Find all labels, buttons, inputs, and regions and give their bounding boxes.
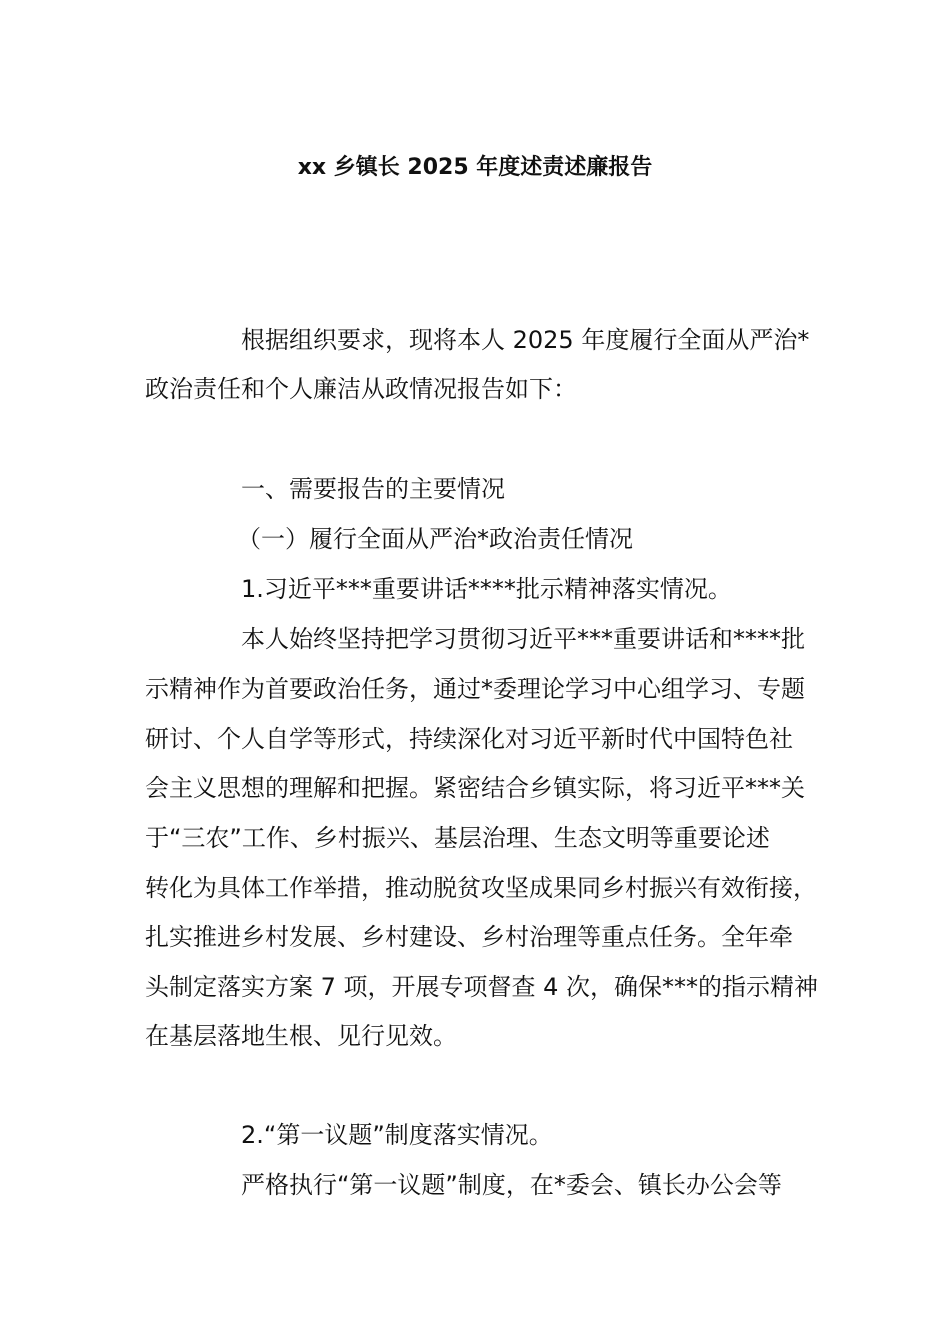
document-title: xx 乡镇长 2025 年度述责述廉报告 <box>297 155 653 180</box>
intro-line-2: 政治责任和个人廉洁从政情况报告如下： <box>145 375 577 403</box>
item-1-body-line: 扎实推进乡村发展、乡村建设、乡村治理等重点任务。全年牵 <box>145 923 793 951</box>
item-1-body-line: 在基层落地生根、见行见效。 <box>145 1022 457 1050</box>
item-2-body-line: 严格执行“第一议题”制度，在*委会、镇长办公会等 <box>241 1171 782 1199</box>
item-1-body-line: 本人始终坚持把学习贯彻习近平***重要讲话和****批 <box>241 625 805 653</box>
intro-line-1: 根据组织要求，现将本人 2025 年度履行全面从严治* <box>241 326 810 354</box>
section-heading: 一、需要报告的主要情况 <box>241 475 505 503</box>
item-2-heading: 2.“第一议题”制度落实情况。 <box>241 1121 553 1149</box>
subsection-heading: （一）履行全面从严治*政治责任情况 <box>237 525 633 553</box>
item-1-body-line: 会主义思想的理解和把握。紧密结合乡镇实际，将习近平***关 <box>145 774 805 802</box>
item-1-body-line: 头制定落实方案 7 项，开展专项督查 4 次，确保***的指示精神 <box>145 973 819 1001</box>
item-1-heading: 1.习近平***重要讲话****批示精神落实情况。 <box>241 575 732 603</box>
item-1-body-line: 示精神作为首要政治任务，通过*委理论学习中心组学习、专题 <box>145 675 805 703</box>
item-1-body-line: 转化为具体工作举措，推动脱贫攻坚成果同乡村振兴有效衔接， <box>145 874 817 902</box>
item-1-body-line: 于“三农”工作、乡村振兴、基层治理、生态文明等重要论述 <box>145 824 770 852</box>
item-1-body-line: 研讨、个人自学等形式，持续深化对习近平新时代中国特色社 <box>145 725 793 753</box>
